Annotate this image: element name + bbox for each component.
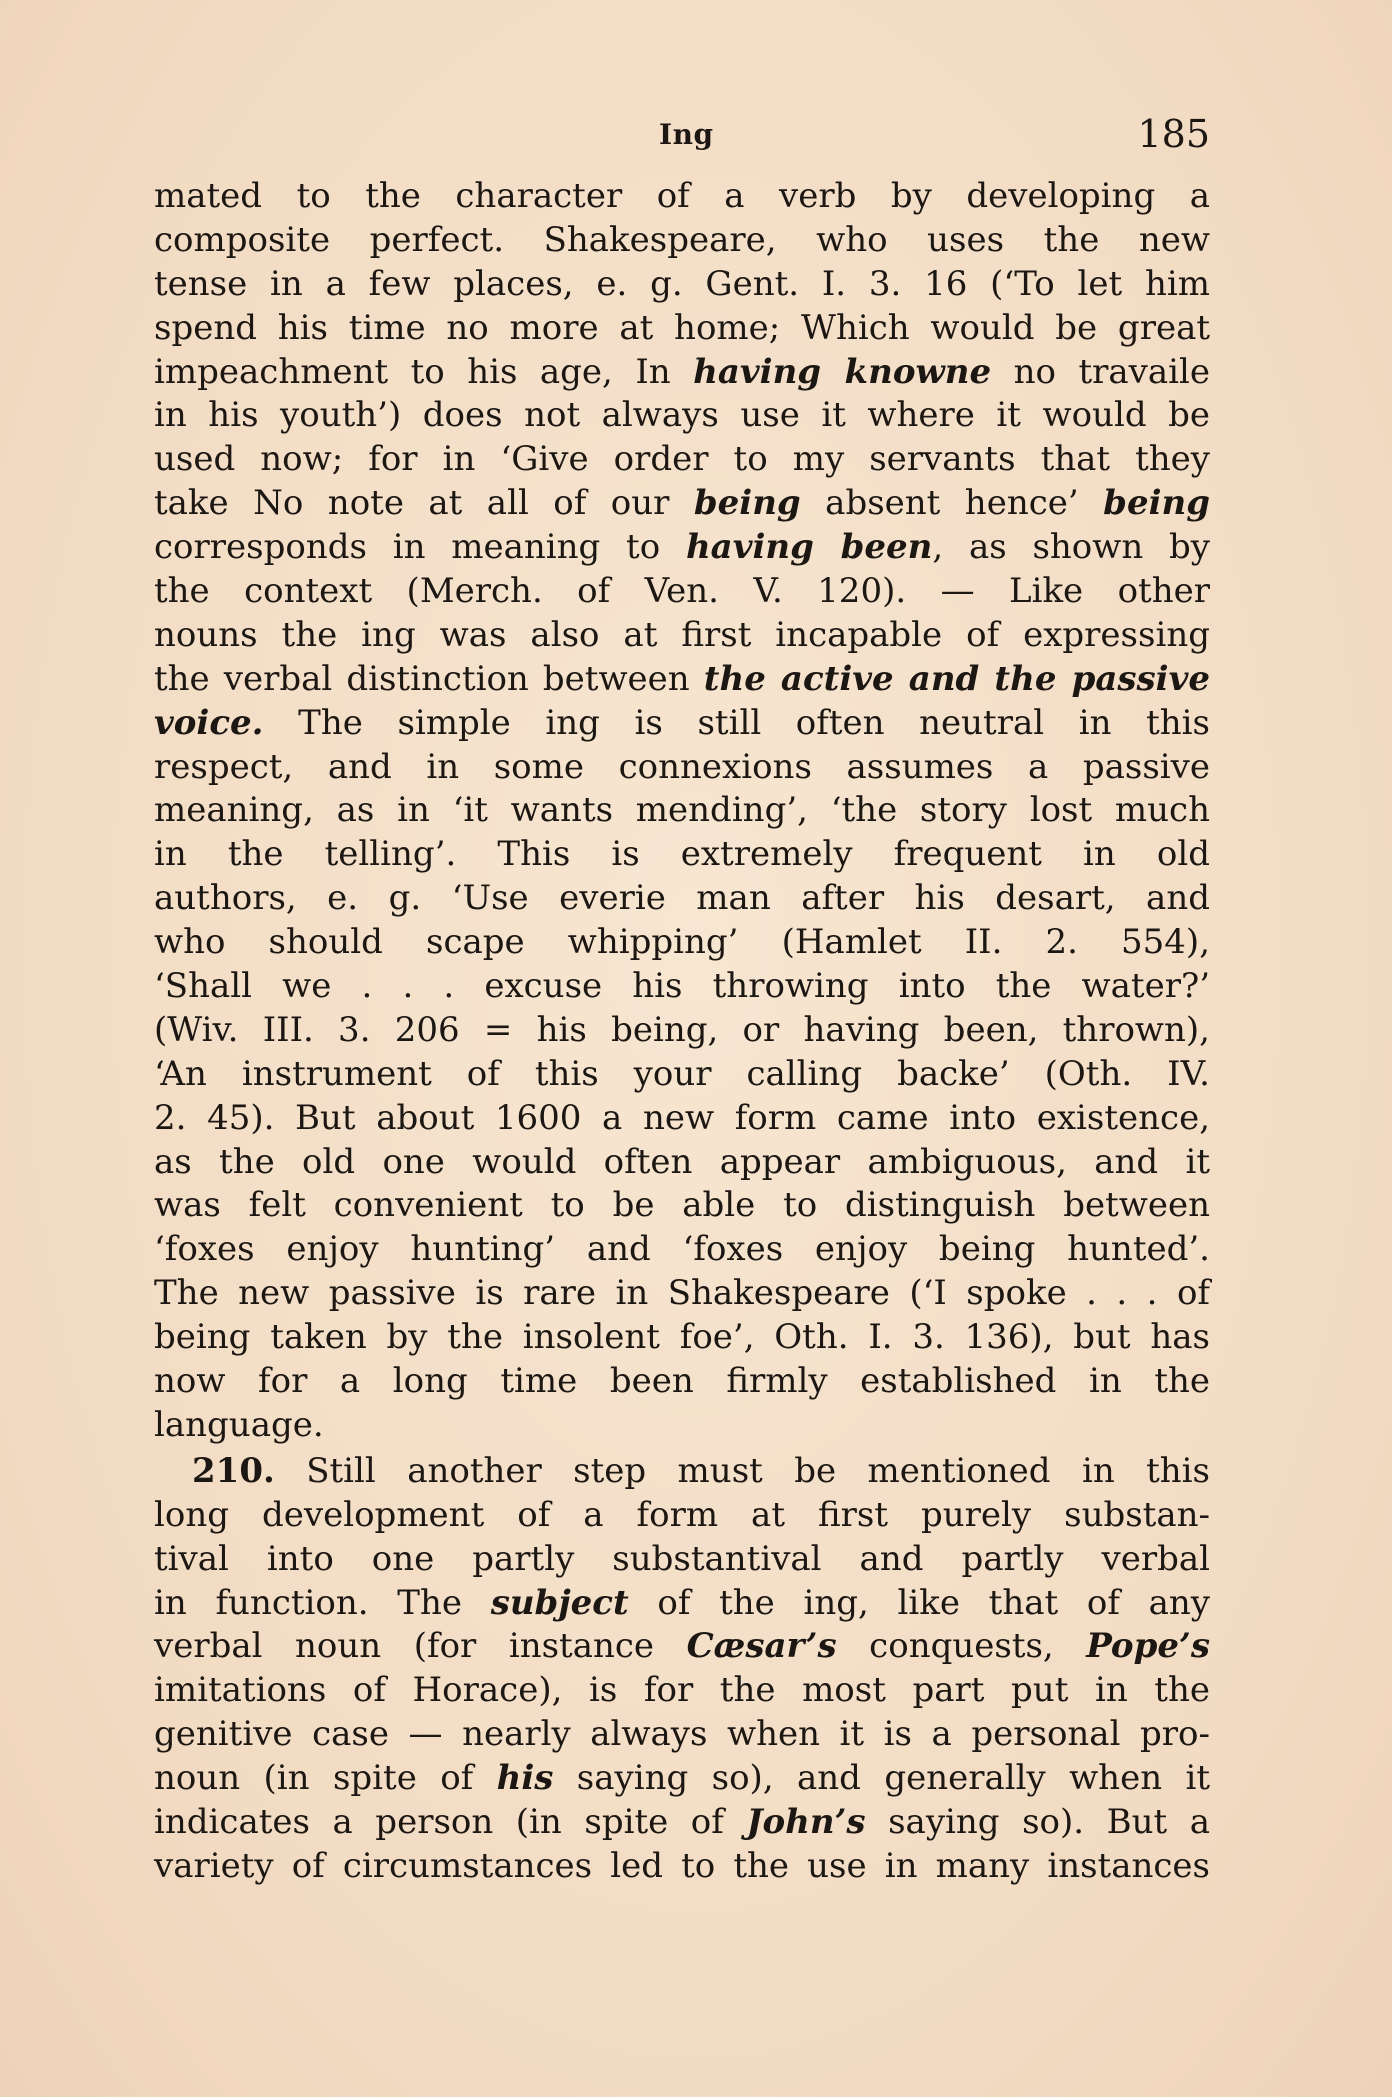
body-text (154, 175, 1210, 1889)
text-segment: being taken by the insolent foe’, Oth. I. 3. 136), but has (154, 1317, 1210, 1358)
text-line (154, 307, 1210, 351)
text-segment: ‘Shall we . . . excuse his throwing into the water?’ (154, 966, 1210, 1007)
text-line (154, 438, 1210, 482)
text-segment: used now; for in ‘Give order to my servants that they (154, 439, 1210, 480)
text-segment: conquests, (836, 1626, 1087, 1667)
text-segment: respect, and in some connexions assumes a passive (154, 746, 1210, 787)
text-segment: genitive case — nearly always when it is a personal pro- (154, 1714, 1210, 1755)
italic-phrase: voice. (154, 702, 264, 743)
text-segment: composite perfect. Shakespeare, who uses the new (154, 219, 1210, 260)
text-line (154, 1141, 1210, 1185)
italic-phrase: being (693, 483, 801, 524)
text-segment: imitations of Horace), is for the most part put in the (154, 1670, 1210, 1711)
text-segment: mated to the character of a verb by developing a (154, 176, 1210, 216)
text-line (154, 1316, 1210, 1360)
text-line (154, 658, 1210, 702)
italic-phrase: John’s (746, 1801, 866, 1842)
italic-phrase: being (1103, 483, 1210, 524)
text-line (154, 1228, 1210, 1272)
text-line (154, 965, 1210, 1009)
italic-phrase: having knowne (693, 351, 992, 392)
text-segment: absent hence’ (800, 483, 1104, 524)
text-line (154, 1669, 1210, 1713)
text-segment: in the telling’. This is extremely frequent in old (154, 834, 1210, 875)
italic-phrase: subject (490, 1582, 629, 1623)
italic-phrase: Pope’s (1086, 1626, 1210, 1667)
italic-phrase: having been (685, 527, 933, 568)
text-segment: was felt convenient to be able to distinguish between (154, 1185, 1210, 1226)
text-segment: variety of circumstances led to the use in many instances (154, 1845, 1210, 1886)
text-line (154, 263, 1210, 307)
text-segment: Still another step must be mentioned in this (274, 1450, 1210, 1491)
text-segment: verbal noun (for instance (154, 1626, 687, 1667)
text-line (154, 1450, 1210, 1494)
text-line (154, 570, 1210, 614)
text-segment: ‘An instrument of this your calling backe’ (Oth. IV. (154, 1053, 1210, 1094)
text-segment: tival into one partly substantival and partly verbal (154, 1538, 1210, 1579)
italic-phrase: his (496, 1758, 554, 1799)
text-line (154, 746, 1210, 790)
running-head: Ing (659, 118, 714, 151)
text-line (154, 1053, 1210, 1097)
page-header (154, 112, 1210, 162)
page-number: 185 (1137, 112, 1210, 156)
text-line (154, 1097, 1210, 1141)
text-segment: The new passive is rare in Shakespeare (‘I spoke . . . of (154, 1273, 1210, 1314)
text-segment: saying so). But a (865, 1801, 1210, 1842)
text-segment: , as shown by (932, 527, 1210, 568)
text-line (154, 1582, 1210, 1626)
text-segment: no travaile (991, 351, 1210, 392)
italic-phrase: Cæsar’s (686, 1626, 837, 1667)
text-line (154, 789, 1210, 833)
text-segment: long development of a form at first purely substan- (154, 1494, 1210, 1535)
text-line (154, 1538, 1210, 1582)
text-segment: saying so), and generally when it (553, 1758, 1211, 1799)
text-segment: spend his time no more at home; Which would be great (154, 307, 1210, 348)
text-segment: tense in a few places, e. g. Gent. I. 3. 16 (‘To let him (154, 263, 1210, 304)
italic-phrase: the active and the passive (703, 658, 1210, 699)
text-line (154, 1404, 1210, 1448)
text-segment: as the old one would often appear ambiguous, and it (154, 1141, 1210, 1182)
text-line (154, 921, 1210, 965)
text-line (154, 175, 1210, 219)
text-line (154, 526, 1210, 570)
text-segment: in function. The (154, 1582, 491, 1623)
text-segment: corresponds in meaning to (154, 527, 686, 568)
text-line (154, 833, 1210, 877)
text-segment: language. (154, 1404, 324, 1445)
text-segment: nouns the ing was also at first incapable of expressing (154, 614, 1210, 655)
text-line (154, 1845, 1210, 1889)
text-line (154, 351, 1210, 395)
text-line (154, 1757, 1210, 1801)
paragraph-section-210 (154, 1450, 1210, 1889)
paragraph-ing-passive (154, 175, 1210, 1448)
text-segment: noun (in spite of (154, 1758, 497, 1799)
text-segment: The simple ing is still often neutral in this (263, 702, 1210, 743)
text-segment: (Wiv. III. 3. 206 = his being, or having been, thrown), (154, 1009, 1210, 1050)
text-line (154, 1494, 1210, 1538)
text-segment: ‘foxes enjoy hunting’ and ‘foxes enjoy being hunted’. (154, 1229, 1210, 1270)
text-line (154, 877, 1210, 921)
text-segment: of the ing, like that of any (628, 1582, 1210, 1623)
text-line (154, 482, 1210, 526)
text-segment: 2. 45). But about 1600 a new form came into existence, (154, 1097, 1210, 1138)
text-segment: authors, e. g. ‘Use everie man after his desart, and (154, 878, 1210, 919)
text-line (154, 219, 1210, 263)
text-segment: take No note at all of our (154, 483, 694, 524)
text-segment: now for a long time been firmly established in the (154, 1361, 1210, 1402)
text-line (154, 1801, 1210, 1845)
text-segment: indicates a person (in spite of (154, 1801, 747, 1842)
text-line (154, 1009, 1210, 1053)
text-line (154, 1184, 1210, 1228)
text-line (154, 614, 1210, 658)
text-segment: who should scape whipping’ (Hamlet II. 2. 554), (154, 922, 1210, 963)
text-segment: impeachment to his age, In (154, 351, 694, 392)
section-number: 210. (192, 1450, 275, 1491)
text-line (154, 1625, 1210, 1669)
text-line (154, 394, 1210, 438)
text-line (154, 1272, 1210, 1316)
text-line (154, 1713, 1210, 1757)
text-line (154, 702, 1210, 746)
text-line (154, 1360, 1210, 1404)
text-segment: the verbal distinction between (154, 658, 704, 699)
text-segment: the context (Merch. of Ven. V. 120). — Like other (154, 571, 1210, 612)
text-segment: in his youth’) does not always use it where it would be (154, 395, 1210, 436)
text-segment: meaning, as in ‘it wants mending’, ‘the story lost much (154, 790, 1210, 831)
